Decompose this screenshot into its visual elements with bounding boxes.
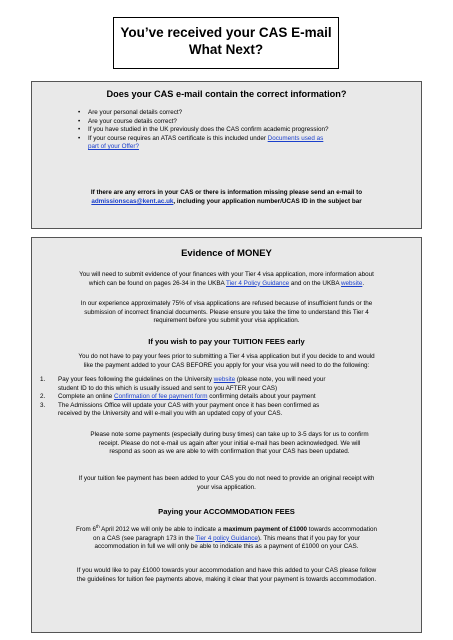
section-heading-money: Evidence of MONEY	[181, 248, 272, 259]
text: If you would like to pay £1000 towards your accommodation and have this added to your CAS please follow	[76, 567, 377, 574]
text: the guidelines for tuition fee payments above, making it clear that your payment is towards accommodation.	[76, 575, 377, 583]
cas-check-list	[72, 109, 407, 152]
text: confirming details about your payment	[207, 393, 316, 401]
section-heading-cas-check: Does your CAS e-mail contain the correct information?	[106, 89, 347, 99]
tuition-paragraph	[38, 353, 415, 370]
text: From 6	[76, 526, 96, 534]
text: which can be found on pages 26-34 in the UKBA	[88, 279, 227, 287]
list-number: 1.	[40, 376, 46, 383]
admissions-email-link[interactable]: admissionscas@kent.ac.uk	[91, 197, 174, 205]
text: In our experience approximately 75% of visa applications are refused because of insufficient funds or the	[80, 300, 373, 307]
errors-text-2: , including your application number/UCAS ID in the subject bar	[173, 197, 362, 205]
list-item	[38, 393, 415, 402]
subheading-accommodation: Paying your ACCOMMODATION FEES	[158, 507, 295, 516]
list-item	[38, 376, 415, 393]
list-item-text: If your course requires an ATAS certificate is this included under	[88, 134, 268, 142]
text: your visa application.	[197, 483, 256, 491]
receipt-note	[38, 475, 415, 492]
text: on a CAS (see paragraph 173 in the	[93, 534, 196, 542]
processing-note	[52, 431, 407, 457]
text: Please note some payments (especially during busy times) can take up to 3-5 days for us to confirm	[90, 431, 369, 438]
money-paragraph-2	[38, 300, 415, 326]
text: Complete an online	[58, 393, 115, 401]
text: student ID to do this which is usually issued and sent to you AFTER your CAS)	[58, 384, 278, 392]
cas-check-section	[31, 81, 422, 229]
ukba-website-link[interactable]: website	[340, 279, 363, 287]
page-subtitle: What Next?	[188, 42, 264, 57]
fee-payment-form-link[interactable]: Confirmation of fee payment form	[114, 393, 208, 401]
text: accommodation in full we will only be able to indicate this as a payment of £1000 on your CAS.	[94, 543, 359, 551]
documents-link-continued[interactable]: part of your Offer?	[88, 143, 139, 151]
tier4-policy-guidance-link[interactable]: Tier 4 policy Guidance	[195, 534, 258, 542]
text: If your tuition fee payment has been added to your CAS you do not need to provide an original receipt with	[78, 475, 375, 482]
bold-amount: maximum payment of £1000	[222, 526, 307, 534]
text: receipt. Please do not e-mail us again after your initial e-mail has been acknowledged. We will	[98, 439, 361, 447]
money-paragraph-1	[38, 271, 415, 288]
text: You will need to submit evidence of your finances with your Tier 4 visa application, more information about	[79, 271, 374, 278]
documents-link[interactable]: Documents used as	[267, 134, 324, 142]
money-section	[31, 237, 422, 633]
accommodation-paragraph	[38, 523, 415, 552]
list-item: • Are your personal details correct?	[72, 109, 407, 118]
list-item: • If you have studied in the UK previously does the CAS confirm academic progression?	[72, 126, 407, 135]
text: (please note, you will need your	[235, 376, 326, 383]
text: towards accommodation	[306, 526, 377, 534]
tier4-guidance-link[interactable]: Tier 4 Policy Guidance	[226, 279, 290, 287]
title-box	[113, 17, 339, 69]
page-title: You’ve received your CAS E-mail	[120, 25, 332, 40]
accommodation-payment-note	[38, 567, 415, 584]
text: submission of incorrect financial documents. Please ensure you take the time to understand this Tier 4	[84, 308, 369, 316]
text: The Admissions Office will update your CAS with your payment once it has been confirmed as	[58, 401, 320, 409]
list-item: • Are your course details correct?	[72, 118, 407, 127]
text: respond as soon as we are able to with confirmation that your CAS has been updated.	[109, 448, 350, 456]
text: Pay your fees following the guidelines on the University	[58, 376, 214, 383]
list-number: 2.	[40, 393, 46, 401]
text: like the payment added to your CAS BEFORE you apply for your visa you will need to do the following:	[83, 361, 370, 369]
text: received by the University and will e-mail you with an updated copy of your CAS.	[58, 410, 283, 418]
tuition-steps-list	[38, 376, 415, 419]
text: and on the UKBA	[289, 279, 341, 287]
text: You do not have to pay your fees prior to submitting a Tier 4 visa application but if you decide to and would	[78, 353, 375, 360]
university-website-link[interactable]: website	[213, 376, 236, 383]
errors-note	[40, 189, 413, 206]
text: ). This means that if you pay for your	[257, 534, 360, 542]
list-number: 3.	[40, 401, 46, 409]
text: April 2012 we will only be able to indicate a	[99, 526, 223, 534]
text: requirement before you submit your visa application.	[153, 317, 300, 325]
subheading-tuition-fees: If you wish to pay your TUITION FEES early	[148, 337, 305, 346]
list-item	[38, 402, 415, 419]
errors-text: If there are any errors in your CAS or there is information missing please send an e-mail to	[90, 189, 363, 196]
superscript: th	[95, 524, 100, 529]
list-item	[72, 135, 407, 152]
text: .	[362, 279, 365, 287]
